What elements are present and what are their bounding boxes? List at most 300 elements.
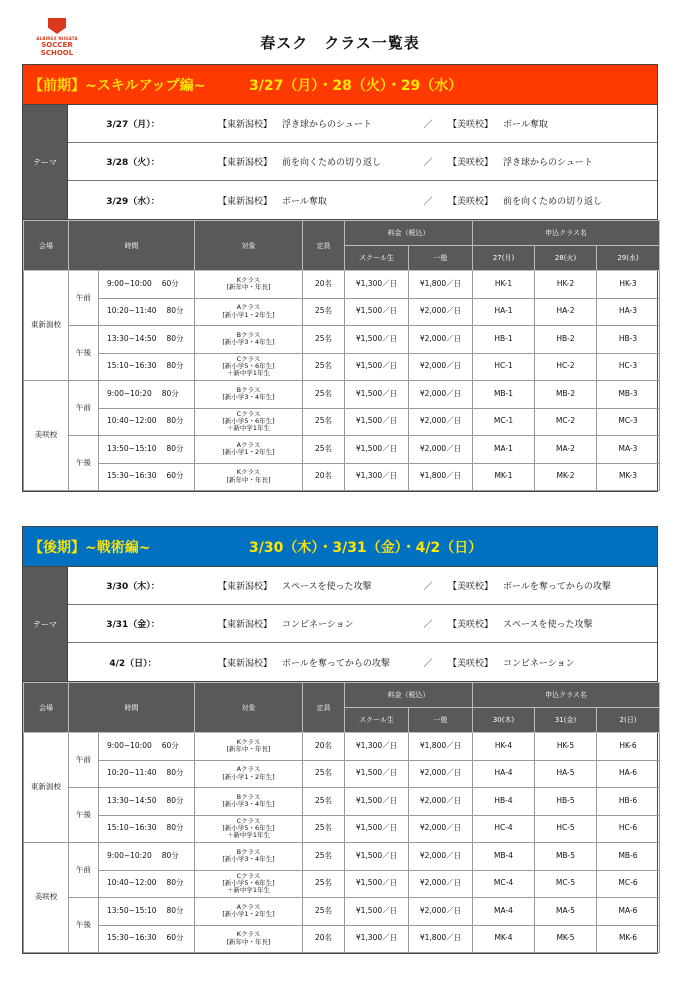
theme-topic-1: ボール奪取	[282, 196, 327, 207]
class-code: HB-2	[535, 326, 597, 354]
theme-school-2: 【美咲校】	[448, 658, 494, 669]
time-range: 13:30~14:50	[107, 333, 157, 343]
time-cell	[99, 298, 195, 326]
class-cell	[195, 733, 303, 761]
class-cell	[195, 463, 303, 491]
period-name: 午後	[69, 788, 99, 843]
class-code: HC-4	[473, 815, 535, 843]
class-code: MB-4	[473, 843, 535, 871]
theme-block	[23, 567, 657, 682]
class-grade: [新小学5・6年生]	[222, 824, 275, 833]
capacity: 25名	[303, 436, 345, 464]
class-code: HA-5	[535, 760, 597, 788]
class-name: Aクラス	[236, 765, 261, 774]
capacity: 25名	[303, 326, 345, 354]
class-cell	[195, 788, 303, 816]
class-code: MC-2	[535, 408, 597, 436]
class-cell	[195, 353, 303, 381]
capacity: 25名	[303, 898, 345, 926]
time-range: 9:00~10:00	[107, 278, 152, 288]
class-code: MA-1	[473, 436, 535, 464]
class-name: Cクラス	[236, 354, 261, 363]
class-code: HB-3	[597, 326, 660, 354]
venue-name: 東新潟校	[24, 733, 69, 843]
time-range: 13:30~14:50	[107, 795, 157, 805]
class-code: MC-4	[473, 870, 535, 898]
header-day: 30(木)	[473, 708, 535, 733]
logo-line-1: ALBIREX NIIGATA	[36, 36, 78, 41]
capacity: 20名	[303, 733, 345, 761]
class-grade: [新小学5・6年生]	[222, 417, 275, 426]
class-grade: [新小学1・2年生]	[222, 448, 275, 457]
duration: 60分	[161, 740, 179, 750]
class-cell	[195, 898, 303, 926]
class-grade: [新小学5・6年生]	[222, 362, 275, 371]
theme-school-1: 【東新潟校】	[218, 196, 273, 207]
time-range: 13:50~15:10	[107, 905, 157, 915]
theme-rows	[68, 105, 657, 219]
class-name: Kクラス	[236, 468, 261, 477]
header-fee: 料金（税込）	[345, 683, 473, 708]
duration: 80分	[161, 850, 179, 860]
header-student: スクール生	[345, 246, 409, 271]
header-target: 対象	[195, 683, 303, 733]
class-grade: [新小学1・2年生]	[222, 772, 275, 781]
fee-general: ¥2,000／日	[409, 326, 473, 354]
duration: 60分	[161, 278, 179, 288]
theme-topic-2: ボール奪取	[503, 120, 548, 130]
class-cell	[195, 760, 303, 788]
table-row	[24, 788, 660, 816]
logo-line-2: SOCCER	[41, 41, 73, 49]
class-code: HA-2	[535, 298, 597, 326]
time-range: 9:00~10:00	[107, 740, 152, 750]
capacity: 25名	[303, 788, 345, 816]
duration: 60分	[166, 471, 184, 481]
fee-general: ¥1,800／日	[409, 271, 473, 299]
schedule-table	[23, 220, 660, 491]
theme-school-1: 【東新潟校】	[218, 582, 273, 592]
fee-general: ¥2,000／日	[409, 408, 473, 436]
class-cell	[195, 326, 303, 354]
class-code: HC-2	[535, 353, 597, 381]
class-grade: [新小学1・2年生]	[222, 310, 275, 319]
period-name: 午後	[69, 436, 99, 491]
class-code: MA-6	[597, 898, 660, 926]
class-name: Aクラス	[236, 902, 261, 911]
class-code: HK-3	[597, 271, 660, 299]
class-name: Cクラス	[236, 409, 261, 418]
table-row	[24, 925, 660, 953]
fee-student: ¥1,500／日	[345, 760, 409, 788]
theme-separator: ／	[423, 158, 433, 168]
header-general: 一般	[409, 708, 473, 733]
theme-row	[68, 605, 657, 643]
class-code: MA-3	[597, 436, 660, 464]
capacity: 25名	[303, 353, 345, 381]
period-name: 午後	[69, 898, 99, 953]
table-row	[24, 898, 660, 926]
fee-general: ¥1,800／日	[409, 925, 473, 953]
time-cell	[99, 870, 195, 898]
capacity: 25名	[303, 381, 345, 409]
term-label: 【前期】~スキルアップ編~	[29, 77, 206, 94]
theme-label: テーマ	[23, 567, 68, 681]
class-code: HC-1	[473, 353, 535, 381]
class-name: Bクラス	[236, 385, 261, 394]
theme-school-1: 【東新潟校】	[218, 120, 273, 130]
theme-date: 3/30（木）：	[106, 582, 160, 592]
fee-general: ¥2,000／日	[409, 353, 473, 381]
header-capacity: 定員	[303, 683, 345, 733]
time-range: 15:10~16:30	[107, 823, 157, 833]
table-row	[24, 408, 660, 436]
header-day: 31(金)	[535, 708, 597, 733]
fee-general: ¥1,800／日	[409, 463, 473, 491]
capacity: 20名	[303, 463, 345, 491]
theme-topic-1: スペースを使った攻撃	[282, 582, 372, 592]
time-range: 10:20~11:40	[107, 768, 157, 778]
duration: 80分	[166, 768, 184, 778]
duration: 60分	[166, 933, 184, 943]
theme-date: 3/28（火）：	[106, 158, 160, 168]
time-range: 15:30~16:30	[107, 471, 157, 481]
table-row	[24, 381, 660, 409]
fee-general: ¥2,000／日	[409, 870, 473, 898]
venue-name: 東新潟校	[24, 271, 69, 381]
class-cell	[195, 436, 303, 464]
theme-school-2: 【美咲校】	[448, 620, 494, 630]
theme-separator: ／	[423, 120, 433, 130]
term-dates: 3/27（月）・28（火）・29（水）	[249, 77, 463, 94]
time-range: 9:00~10:20	[107, 388, 152, 398]
theme-school-2: 【美咲校】	[448, 582, 494, 592]
header-target: 対象	[195, 221, 303, 271]
class-cell	[195, 870, 303, 898]
fee-student: ¥1,500／日	[345, 353, 409, 381]
class-grade: [新年中・年長]	[226, 745, 271, 754]
theme-school-2: 【美咲校】	[448, 158, 494, 168]
class-code: MA-4	[473, 898, 535, 926]
capacity: 25名	[303, 408, 345, 436]
fee-student: ¥1,500／日	[345, 298, 409, 326]
theme-date: 3/31（金）：	[106, 620, 160, 630]
duration: 80分	[166, 361, 184, 371]
fee-student: ¥1,500／日	[345, 898, 409, 926]
theme-topic-2: ボールを奪ってからの攻撃	[503, 582, 611, 592]
period-name: 午前	[69, 271, 99, 326]
time-cell	[99, 760, 195, 788]
time-range: 10:20~11:40	[107, 306, 157, 316]
header-general: 一般	[409, 246, 473, 271]
class-code: HB-4	[473, 788, 535, 816]
table-row	[24, 733, 660, 761]
theme-separator: ／	[423, 658, 433, 669]
time-range: 10:40~12:00	[107, 878, 157, 888]
fee-student: ¥1,500／日	[345, 788, 409, 816]
class-name: Kクラス	[236, 930, 261, 939]
table-row	[24, 271, 660, 299]
duration: 80分	[166, 878, 184, 888]
class-code: MK-2	[535, 463, 597, 491]
period-name: 午前	[69, 843, 99, 898]
header-day: 2(日)	[597, 708, 660, 733]
page-title: 春スク クラス一覧表	[260, 34, 420, 52]
class-name: Aクラス	[236, 303, 261, 312]
class-grade: [新小学3・4年生]	[222, 393, 275, 402]
class-name: Bクラス	[236, 792, 261, 801]
class-grade-extra: ＋新中学1年生	[226, 424, 271, 433]
class-code: HA-4	[473, 760, 535, 788]
table-row	[24, 870, 660, 898]
fee-general: ¥2,000／日	[409, 436, 473, 464]
theme-topic-1: コンビネーション	[282, 620, 354, 630]
header-time: 時間	[69, 683, 195, 733]
time-cell	[99, 381, 195, 409]
theme-label: テーマ	[23, 105, 68, 219]
fee-student: ¥1,500／日	[345, 815, 409, 843]
class-code: MK-4	[473, 925, 535, 953]
class-code: HK-5	[535, 733, 597, 761]
class-code: MC-5	[535, 870, 597, 898]
fee-student: ¥1,500／日	[345, 381, 409, 409]
period-name: 午後	[69, 326, 99, 381]
time-cell	[99, 843, 195, 871]
term-dates: 3/30（木）・3/31（金）・4/2（日）	[249, 539, 483, 556]
time-cell	[99, 408, 195, 436]
class-code: MA-5	[535, 898, 597, 926]
header-capacity: 定員	[303, 221, 345, 271]
class-code: MK-3	[597, 463, 660, 491]
theme-row	[68, 567, 657, 605]
header-row-1	[24, 683, 660, 708]
class-cell	[195, 381, 303, 409]
class-name: Aクラス	[236, 440, 261, 449]
header-fee: 料金（税込）	[345, 221, 473, 246]
class-code: HB-1	[473, 326, 535, 354]
capacity: 25名	[303, 870, 345, 898]
time-cell	[99, 436, 195, 464]
class-code: HC-5	[535, 815, 597, 843]
header-day: 27(月)	[473, 246, 535, 271]
fee-general: ¥2,000／日	[409, 815, 473, 843]
fee-general: ¥2,000／日	[409, 788, 473, 816]
theme-topic-1: 浮き球からのシュート	[282, 120, 372, 130]
table-row	[24, 815, 660, 843]
class-name: Kクラス	[236, 737, 261, 746]
duration: 80分	[166, 905, 184, 915]
class-code: HA-6	[597, 760, 660, 788]
fee-student: ¥1,300／日	[345, 925, 409, 953]
class-name: Bクラス	[236, 847, 261, 856]
capacity: 20名	[303, 925, 345, 953]
class-grade-extra: ＋新中学1年生	[226, 886, 271, 895]
theme-date: 3/27（月）：	[106, 120, 160, 130]
class-cell	[195, 271, 303, 299]
class-cell	[195, 298, 303, 326]
class-name: Cクラス	[236, 816, 261, 825]
theme-date: 4/2（日）：	[109, 658, 157, 669]
theme-separator: ／	[423, 620, 433, 630]
venue-name: 美咲校	[24, 843, 69, 953]
header-student: スクール生	[345, 708, 409, 733]
fee-general: ¥1,800／日	[409, 733, 473, 761]
class-code: HK-2	[535, 271, 597, 299]
class-cell	[195, 843, 303, 871]
header-apply: 申込クラス名	[473, 221, 660, 246]
class-grade: [新年中・年長]	[226, 283, 271, 292]
fee-general: ¥2,000／日	[409, 843, 473, 871]
class-code: HK-6	[597, 733, 660, 761]
fee-student: ¥1,500／日	[345, 326, 409, 354]
duration: 80分	[166, 416, 184, 426]
table-row	[24, 353, 660, 381]
class-code: MB-5	[535, 843, 597, 871]
time-range: 15:10~16:30	[107, 361, 157, 371]
theme-row	[68, 105, 657, 143]
class-name: Bクラス	[236, 330, 261, 339]
class-code: MB-6	[597, 843, 660, 871]
time-cell	[99, 271, 195, 299]
duration: 80分	[166, 823, 184, 833]
time-cell	[99, 898, 195, 926]
class-cell	[195, 815, 303, 843]
class-code: HB-6	[597, 788, 660, 816]
duration: 80分	[166, 443, 184, 453]
theme-school-1: 【東新潟校】	[218, 658, 273, 669]
class-grade: [新年中・年長]	[226, 937, 271, 946]
header-venue: 会場	[24, 221, 69, 271]
capacity: 25名	[303, 843, 345, 871]
header-day: 29(水)	[597, 246, 660, 271]
theme-date: 3/29（水）：	[106, 196, 160, 207]
class-code: MA-2	[535, 436, 597, 464]
class-grade: [新小学3・4年生]	[222, 800, 275, 809]
time-cell	[99, 326, 195, 354]
theme-row	[68, 643, 657, 681]
class-code: MB-3	[597, 381, 660, 409]
class-code: MC-3	[597, 408, 660, 436]
class-name: Kクラス	[236, 275, 261, 284]
header-row-1	[24, 221, 660, 246]
duration: 80分	[166, 333, 184, 343]
section-first-term	[22, 64, 658, 492]
class-cell	[195, 408, 303, 436]
theme-block	[23, 105, 657, 220]
period-name: 午前	[69, 733, 99, 788]
time-range: 15:30~16:30	[107, 933, 157, 943]
table-row	[24, 436, 660, 464]
class-code: MB-2	[535, 381, 597, 409]
duration: 80分	[166, 306, 184, 316]
time-cell	[99, 815, 195, 843]
term-label: 【後期】~戦術編~	[29, 539, 151, 556]
class-grade: [新小学3・4年生]	[222, 338, 275, 347]
fee-general: ¥2,000／日	[409, 898, 473, 926]
fee-general: ¥2,000／日	[409, 760, 473, 788]
theme-topic-1: ボールを奪ってからの攻撃	[282, 658, 390, 669]
table-row	[24, 326, 660, 354]
venue-name: 美咲校	[24, 381, 69, 491]
class-grade: [新年中・年長]	[226, 475, 271, 484]
time-range: 9:00~10:20	[107, 850, 152, 860]
class-grade: [新小学1・2年生]	[222, 910, 275, 919]
class-code: MC-6	[597, 870, 660, 898]
theme-row	[68, 143, 657, 181]
theme-rows	[68, 567, 657, 681]
fee-student: ¥1,500／日	[345, 843, 409, 871]
fee-student: ¥1,300／日	[345, 733, 409, 761]
time-cell	[99, 463, 195, 491]
theme-school-2: 【美咲校】	[448, 196, 494, 207]
time-range: 10:40~12:00	[107, 416, 157, 426]
capacity: 25名	[303, 815, 345, 843]
theme-separator: ／	[423, 582, 433, 592]
capacity: 25名	[303, 298, 345, 326]
class-code: MK-1	[473, 463, 535, 491]
duration: 80分	[161, 388, 179, 398]
time-cell	[99, 788, 195, 816]
period-name: 午前	[69, 381, 99, 436]
table-row	[24, 760, 660, 788]
time-cell	[99, 353, 195, 381]
class-code: MK-5	[535, 925, 597, 953]
time-cell	[99, 733, 195, 761]
fee-student: ¥1,500／日	[345, 436, 409, 464]
capacity: 25名	[303, 760, 345, 788]
theme-topic-2: コンビネーション	[503, 658, 575, 669]
class-code: HA-3	[597, 298, 660, 326]
theme-school-1: 【東新潟校】	[218, 620, 273, 630]
header-day: 28(火)	[535, 246, 597, 271]
class-code: HK-1	[473, 271, 535, 299]
class-grade-extra: ＋新中学1年生	[226, 369, 271, 378]
term-banner	[23, 65, 657, 105]
theme-topic-2: 前を向くための切り返し	[503, 196, 603, 207]
header-apply: 申込クラス名	[473, 683, 660, 708]
class-grade-extra: ＋新中学1年生	[226, 831, 271, 840]
class-code: MC-1	[473, 408, 535, 436]
logo-line-3: SCHOOL	[40, 49, 74, 57]
class-code: MK-6	[597, 925, 660, 953]
header-time: 時間	[69, 221, 195, 271]
header-venue: 会場	[24, 683, 69, 733]
fee-general: ¥2,000／日	[409, 381, 473, 409]
theme-separator: ／	[423, 196, 433, 207]
class-code: HC-3	[597, 353, 660, 381]
class-code: HA-1	[473, 298, 535, 326]
table-row	[24, 298, 660, 326]
class-code: MB-1	[473, 381, 535, 409]
time-range: 13:50~15:10	[107, 443, 157, 453]
theme-school-2: 【美咲校】	[448, 120, 494, 130]
class-code: HK-4	[473, 733, 535, 761]
class-name: Cクラス	[236, 871, 261, 880]
time-cell	[99, 925, 195, 953]
theme-topic-1: 前を向くための切り返し	[282, 158, 382, 168]
theme-row	[68, 181, 657, 219]
fee-student: ¥1,500／日	[345, 408, 409, 436]
class-code: HC-6	[597, 815, 660, 843]
term-banner	[23, 527, 657, 567]
table-row	[24, 463, 660, 491]
theme-topic-2: スペースを使った攻撃	[503, 620, 593, 630]
fee-student: ¥1,300／日	[345, 463, 409, 491]
schedule-table	[23, 682, 660, 953]
class-code: HB-5	[535, 788, 597, 816]
capacity: 20名	[303, 271, 345, 299]
fee-student: ¥1,500／日	[345, 870, 409, 898]
